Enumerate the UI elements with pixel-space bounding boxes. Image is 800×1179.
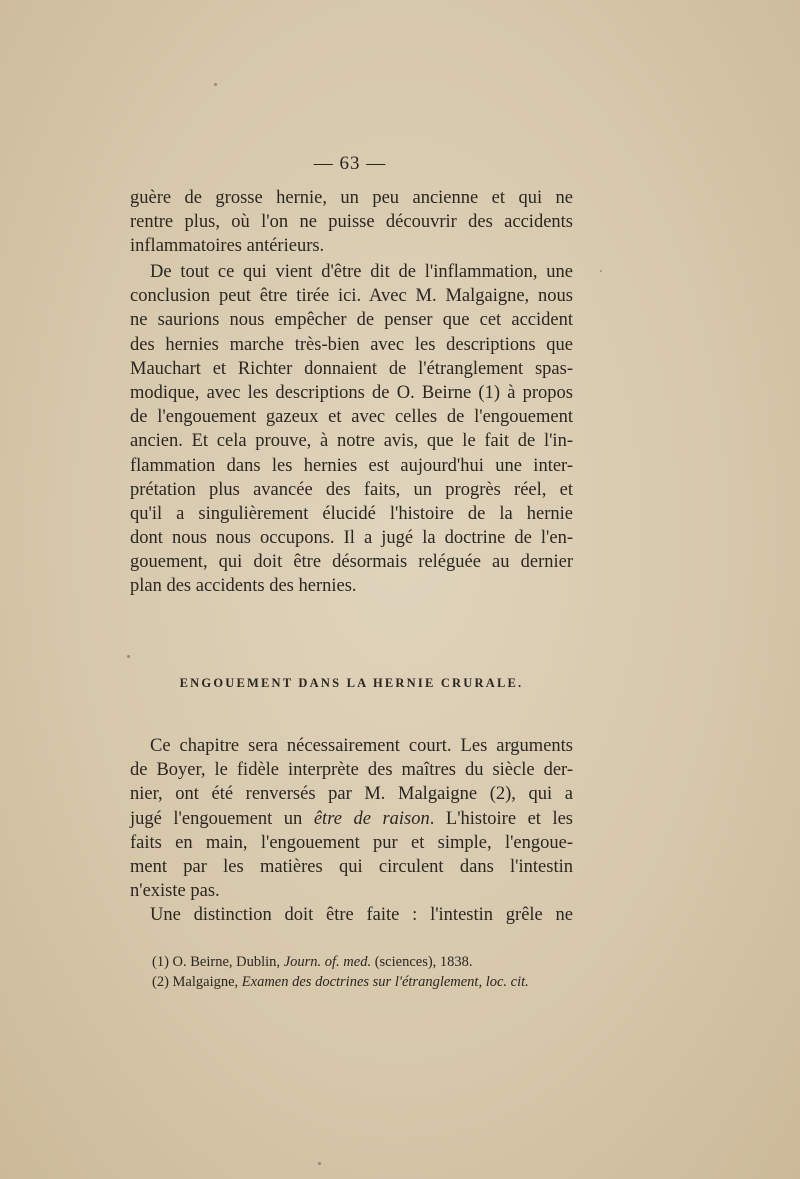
text-run: jugé l'engouement un	[130, 808, 314, 829]
text-line: ne saurions nous empêcher de penser que cet accident	[130, 310, 573, 331]
text-line: de Boyer, le fidèle interprète des maîtres du siècle der-	[130, 760, 573, 781]
paragraph-continuation	[130, 186, 573, 259]
emphasis-text: être de raison	[313, 808, 430, 829]
footnote-1	[152, 952, 573, 972]
footnote-text: (1) O. Beirne, Dublin,	[152, 954, 284, 970]
text-line: gouement, qui doit être désormais reléguée au dernier	[130, 552, 573, 573]
paragraph-engouement-chapter	[130, 734, 573, 928]
text-line: faits en main, l'engouement pur et simple, l'engoue-	[130, 832, 573, 853]
text-line: de l'engouement gazeux et avec celles de l'engouement	[130, 407, 573, 428]
text-line: guère de grosse hernie, un peu ancienne et qui ne	[130, 188, 573, 208]
text-line: modique, avec les descriptions de O. Beirne (1) à propos	[130, 382, 573, 403]
text-line: ment par les matières qui circulent dans l'intestin	[130, 856, 573, 877]
paper-speck	[127, 655, 130, 658]
footnote-text: (sciences), 1838.	[371, 954, 473, 970]
text-line: dont nous nous occupons. Il a jugé la doctrine de l'en-	[130, 528, 573, 549]
text-line: qu'il a singulièrement élucidé l'histoire de la hernie	[130, 503, 573, 524]
text-line: prétation plus avancée des faits, un progrès réel, et	[130, 479, 573, 500]
page-number: — 63 —	[313, 153, 387, 174]
text-line: n'existe pas.	[130, 881, 220, 902]
text-line: plan des accidents des hernies.	[130, 576, 357, 597]
section-heading: ENGOUEMENT DANS LA HERNIE CRURALE.	[179, 676, 524, 690]
footnote-text: (2) Malgaigne,	[152, 974, 242, 990]
footnote-2	[152, 972, 573, 992]
text-line: Ce chapitre sera nécessairement court. Les arguments	[150, 736, 573, 756]
paragraph-inflammation-conclusion	[130, 260, 573, 599]
text-line: Une distinction doit être faite : l'intestin grêle ne	[150, 905, 573, 926]
text-line: conclusion peut être tirée ici. Avec M. Malgaigne, nous	[130, 286, 573, 307]
paper-speck	[600, 270, 602, 272]
text-line: flammation dans les hernies est aujourd'hui une inter-	[130, 455, 573, 476]
text-run: . L'histoire et les	[429, 808, 574, 829]
text-line-with-emphasis	[130, 807, 573, 831]
footnote-title: Examen des doctrines sur l'étranglement, loc. cit.	[241, 974, 529, 990]
text-line: ancien. Et cela prouve, à notre avis, que le fait de l'in-	[130, 431, 573, 452]
text-line: inflammatoires antérieurs.	[130, 236, 325, 257]
text-line: Mauchart et Richter donnaient de l'étranglement spas-	[130, 358, 573, 379]
paper-speck	[318, 1162, 321, 1165]
text-line: des hernies marche très-bien avec les descriptions que	[130, 334, 573, 355]
footnotes	[152, 952, 573, 992]
text-line: rentre plus, où l'on ne puisse découvrir des accidents	[130, 212, 573, 233]
text-line: De tout ce qui vient d'être dit de l'inflammation, une	[150, 262, 573, 282]
paper-speck	[214, 83, 217, 86]
text-line: nier, ont été renversés par M. Malgaigne (2), qui a	[130, 784, 573, 805]
footnote-journal: Journ. of. med.	[283, 954, 372, 970]
